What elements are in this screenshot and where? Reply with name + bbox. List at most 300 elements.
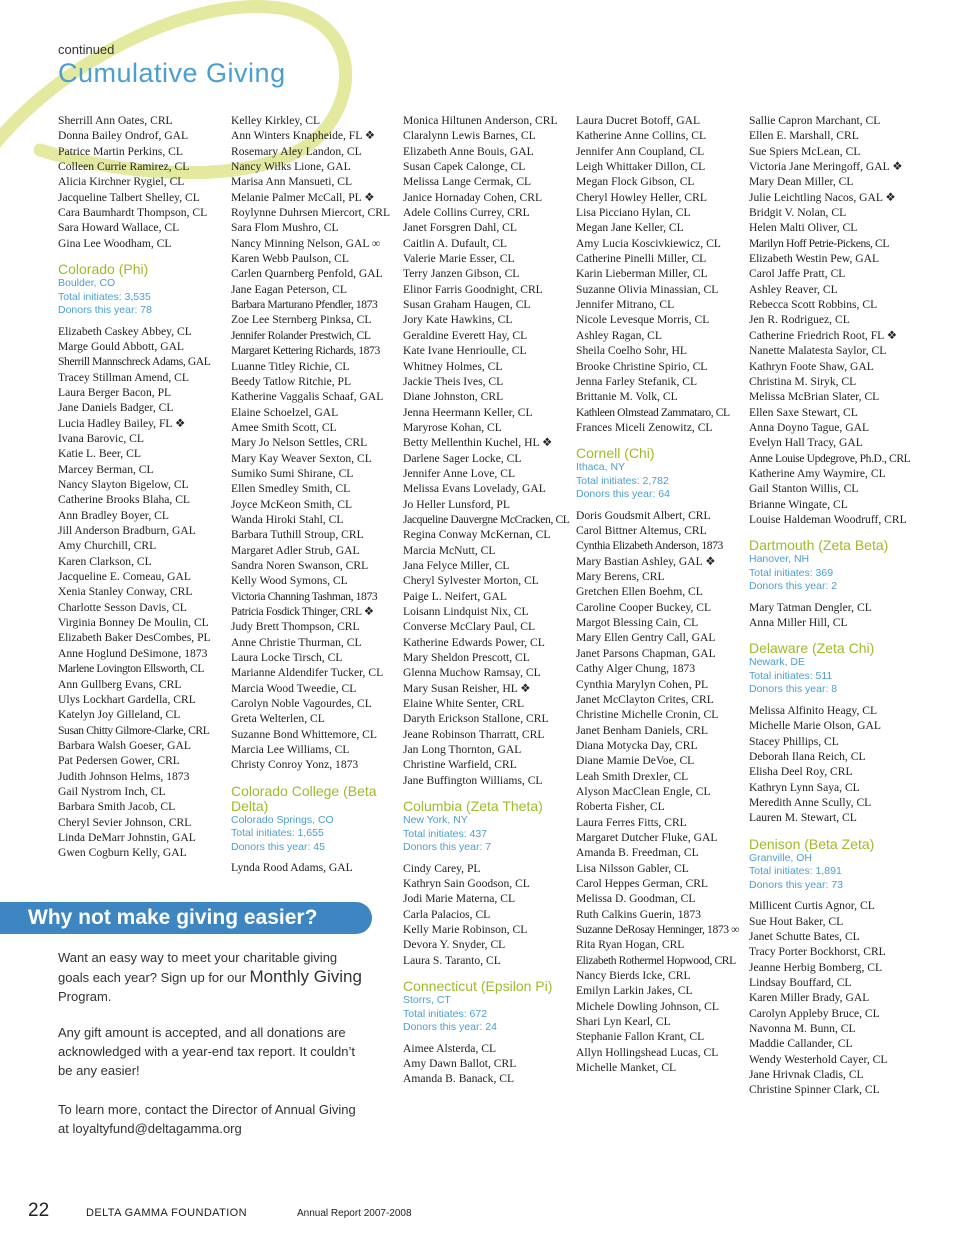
donor-name: Nancy Bierds Icke, CRL xyxy=(576,969,691,983)
donor-name: Jenna Farley Stefanik, CL xyxy=(576,374,698,388)
donor-name: Susan Capek Calonge, CL xyxy=(403,160,526,174)
donor-name: Sue Hout Baker, CL xyxy=(749,914,844,928)
donor-name: Susan Graham Haugen, CL xyxy=(403,298,531,312)
donor-name: Greta Welterlen, CL xyxy=(231,712,325,726)
donor-name: Leigh Whittaker Dillon, CL xyxy=(576,160,706,174)
donor-name: Jill Anderson Bradburn, GAL xyxy=(58,524,196,538)
chapter-name: Colorado (Phi) xyxy=(58,261,149,278)
donor-name: Rosemary Aley Landon, CL xyxy=(231,144,362,158)
donor-name: Catherine Friedrich Root, FL ❖ xyxy=(749,328,898,342)
donor-name: Cindy Carey, PL xyxy=(403,861,481,875)
donor-name: Kelly Wood Symons, CL xyxy=(231,574,348,588)
donor-name: Elizabeth Rothermel Hopwood, CRL xyxy=(576,953,736,967)
donor-name: Wendy Westerhold Cayer, CL xyxy=(749,1052,888,1066)
donor-name: Jane Eagan Peterson, CL xyxy=(231,282,347,296)
chapter-name: Colorado College (Beta Delta) xyxy=(231,782,377,814)
promo-paragraph-2: Any gift amount is accepted, and all donations are acknowledged with a year-end tax report. It couldn’t be any easier! xyxy=(58,1025,356,1078)
donor-name: Valerie Marie Esser, CL xyxy=(403,252,515,266)
donor-name: Ellen E. Marshall, CRL xyxy=(749,129,859,143)
donor-name: Barbara Marturano Pfendler, 1873 xyxy=(231,298,378,312)
chapter-donors: Donors this year: 2 xyxy=(749,580,838,593)
chapter-name: Dartmouth (Zeta Beta) xyxy=(749,537,889,554)
donor-name: Michelle Manket, CL xyxy=(576,1061,677,1075)
chapter-header xyxy=(576,446,748,502)
donor-name: Laura Locke Tirsch, CL xyxy=(231,651,343,665)
donor-name: Amy Lucia Koscivkiewicz, CL xyxy=(576,236,721,250)
donor-name: Ashley Reaver, CL xyxy=(749,282,838,296)
donor-name: Ann Bradley Boyer, CL xyxy=(58,508,169,522)
donor-name: Barbara Walsh Goeser, GAL xyxy=(58,738,191,752)
donor-name: Mary Bastian Ashley, GAL ❖ xyxy=(576,554,716,568)
donor-name: Jo Heller Lunsford, PL xyxy=(403,497,510,511)
donor-name: Marcia Lee Williams, CL xyxy=(231,743,350,757)
donor-name: Kathleen Olmstead Zammataro, CL xyxy=(576,405,730,419)
donor-name: Linda DeMarr Johnstin, GAL xyxy=(58,830,196,844)
donor-name: Elisha Deel Roy, CRL xyxy=(749,765,853,779)
donor-name: Gina Lee Woodham, CL xyxy=(58,236,172,250)
donor-name: Carol Jaffe Pratt, CL xyxy=(749,267,846,281)
donor-name: Laura S. Taranto, CL xyxy=(403,953,501,967)
donor-name: Lindsay Bouffard, CL xyxy=(749,975,852,989)
donor-name: Jennifer Ann Coupland, CL xyxy=(576,144,705,158)
donor-name: Megan Flock Gibson, CL xyxy=(576,175,695,189)
chapter-location: Hanover, NH xyxy=(749,553,810,566)
donor-name: Jana Felyce Miller, CL xyxy=(403,558,510,572)
donor-name: Marilyn Hoff Petrie-Pickens, CL xyxy=(749,236,890,250)
donor-name: Mary Susan Reisher, HL ❖ xyxy=(403,681,531,695)
donor-name: Loisann Lindquist Nix, CL xyxy=(403,605,529,618)
donor-name: Marcey Berman, CL xyxy=(58,462,154,476)
promo-text: Program. xyxy=(58,989,112,1004)
donor-name: Devora Y. Snyder, CL xyxy=(403,938,506,952)
donor-name: Kathryn Foote Shaw, GAL xyxy=(749,359,874,373)
chapter-donors: Donors this year: 7 xyxy=(403,841,492,854)
donor-name: Glenna Muchow Ramsay, CL xyxy=(403,666,541,680)
donor-name: Laura Ferres Fitts, CRL xyxy=(576,815,687,829)
chapter-name: Denison (Beta Zeta) xyxy=(749,835,875,852)
donor-name: Gail Nystrom Inch, CL xyxy=(58,784,166,798)
donor-name: Elizabeth Baker DesCombes, PL xyxy=(58,631,211,645)
donor-name: Megan Jane Keller, CL xyxy=(576,221,684,235)
donor-name: Karen Webb Paulson, CL xyxy=(231,252,349,266)
donor-name: Carla Palacios, CL xyxy=(403,907,491,921)
donor-name: Karen Miller Brady, GAL xyxy=(749,991,870,1005)
donor-name: Victoria Jane Meringoff, GAL ❖ xyxy=(749,160,903,174)
donor-name: Kelly Marie Robinson, CL xyxy=(403,923,528,936)
donor-name: Katherine Vaggalis Schaaf, GAL xyxy=(231,390,384,404)
donor-name: Elizabeth Anne Bouis, GAL xyxy=(403,144,534,158)
donor-name: Elizabeth Caskey Abbey, CL xyxy=(58,324,192,338)
donor-name: Sherrill Ann Oates, CRL xyxy=(58,114,173,127)
chapter-location: Newark, DE xyxy=(749,656,806,669)
donor-name: Jacqueline E. Comeau, GAL xyxy=(58,570,191,584)
donor-name: Aimee Alsterda, CL xyxy=(403,1041,497,1055)
donor-name: Victoria Channing Tashman, 1873 xyxy=(231,589,378,603)
donor-name: Roberta Fisher, CL xyxy=(576,800,665,814)
chapter-location: Colorado Springs, CO xyxy=(231,813,334,826)
chapter-header xyxy=(749,641,921,697)
donor-name: Maddie Callander, CL xyxy=(749,1037,853,1051)
donor-name: Daryth Erickson Stallone, CRL xyxy=(403,712,549,726)
donor-name: Christina M. Siryk, CL xyxy=(749,374,857,388)
donor-name: Mary Tatman Dengler, CL xyxy=(749,600,872,614)
donor-name: Gwen Cogburn Kelly, GAL xyxy=(58,846,187,860)
donor-name: Carol Bittner Altemus, CRL xyxy=(576,524,707,538)
donor-name: Suzanne Olivia Minassian, CL xyxy=(576,282,719,296)
donor-name: Sherrill Mannschreck Adams, GAL xyxy=(58,355,211,369)
donor-name: Marcia McNutt, CL xyxy=(403,543,496,557)
donor-name: Louise Haldeman Woodruff, CRL xyxy=(749,512,907,526)
promo-title: Why not make giving easier? xyxy=(28,906,318,929)
donor-name: Jodi Marie Materna, CL xyxy=(403,892,516,906)
donor-name: Sandra Noren Swanson, CRL xyxy=(231,558,369,572)
donor-name: Anne Christie Thurman, CL xyxy=(231,635,362,649)
donor-name: Rebecca Scott Robbins, CL xyxy=(749,298,878,312)
donor-name: Janet Parsons Chapman, GAL xyxy=(576,646,716,660)
donor-name: Janice Hornaday Cohen, CRL xyxy=(403,190,543,204)
donor-name: Navonna M. Bunn, CL xyxy=(749,1021,856,1035)
donor-name: Helen Malti Oliver, CL xyxy=(749,221,858,235)
chapter-initiates: Total initiates: 369 xyxy=(749,566,834,579)
donor-name: Jackie Theis Ives, CL xyxy=(403,374,504,388)
donor-name: Melissa Evans Lovelady, GAL xyxy=(403,482,546,496)
continued-label: continued xyxy=(58,42,115,57)
donor-name: Gail Stanton Willis, CL xyxy=(749,482,859,496)
donor-name: Nicole Levesque Morris, CL xyxy=(576,313,710,327)
donor-name: Michelle Marie Olson, GAL xyxy=(749,719,882,733)
donor-name: Margaret Adler Strub, GAL xyxy=(231,543,360,557)
donor-name: Monica Hiltunen Anderson, CRL xyxy=(403,114,558,127)
donor-name: Katherine Amy Waymire, CL xyxy=(749,466,886,480)
donor-name: Beedy Tatlow Ritchie, PL xyxy=(231,374,352,388)
donor-name: Caroline Cooper Buckey, CL xyxy=(576,600,712,614)
donor-name: Roylynne Duhrsen Miercort, CRL xyxy=(231,206,391,220)
donor-name: Carolyn Noble Vagourdes, CL xyxy=(231,697,372,711)
donor-name: Alyson MacClean Engle, CL xyxy=(576,784,711,798)
donor-name: Susan Chitty Gilmore-Clarke, CRL xyxy=(58,723,210,737)
donor-name: Brooke Christine Spirio, CL xyxy=(576,359,708,373)
monthly-giving-highlight: Monthly Giving xyxy=(249,967,362,986)
donor-name: Sara Flom Mushro, CL xyxy=(231,221,339,235)
donor-name: Margaret Dutcher Fluke, GAL xyxy=(576,830,718,844)
donor-name: Catherine Brooks Blaha, CL xyxy=(58,493,191,507)
donor-name: Sheila Coelho Sohr, HL xyxy=(576,344,687,358)
donor-name: Mary Kay Weaver Sexton, CL xyxy=(231,451,372,465)
donor-name: Sue Spiers McLean, CL xyxy=(749,144,861,158)
donor-name: Cheryl Howley Heller, CRL xyxy=(576,190,707,204)
donor-name: Marlene Lovington Ellsworth, CL xyxy=(58,662,205,676)
donor-name: Anne Louise Updegrove, Ph.D., CRL xyxy=(749,451,911,465)
donor-name: Caitlin A. Dufault, CL xyxy=(403,236,508,250)
donor-name: Stephanie Fallon Krant, CL xyxy=(576,1030,705,1044)
chapter-name: Connecticut (Epsilon Pi) xyxy=(403,978,553,995)
chapter-location: Boulder, CO xyxy=(58,277,116,290)
donor-name: Sumiko Sumi Shirane, CL xyxy=(231,466,354,480)
donor-name: Cheryl Sevier Johnson, CRL xyxy=(58,815,192,829)
donor-name: Marianne Aldendifer Tucker, CL xyxy=(231,666,384,680)
footer-organization: DELTA GAMMA FOUNDATION xyxy=(86,1207,247,1219)
donor-name: Diana Motycka Day, CRL xyxy=(576,738,698,752)
chapter-initiates: Total initiates: 437 xyxy=(403,827,488,840)
donor-name: Tracy Porter Bockhorst, CRL xyxy=(749,945,886,959)
donor-name: Patrice Martin Perkins, CL xyxy=(58,144,183,158)
donor-name: Zoe Lee Sternberg Pinksa, CL xyxy=(231,313,372,327)
donor-name: Mary Berens, CRL xyxy=(576,570,665,584)
donor-name: Xenia Stanley Conway, CRL xyxy=(58,585,193,599)
donor-name: Anna Doyno Tague, GAL xyxy=(749,420,870,434)
donor-name: Laura Ducret Botoff, GAL xyxy=(576,114,701,127)
promo-paragraph-3: To learn more, contact the Director of Annual Giving at loyaltyfund@deltagamma.org xyxy=(58,1102,356,1136)
donor-name: Adele Collins Currey, CRL xyxy=(403,206,530,220)
donor-name: Kate Ivane Henrioulle, CL xyxy=(403,344,527,358)
donor-name: Ashley Ragan, CL xyxy=(576,328,662,342)
donor-name: Laura Berger Bacon, PL xyxy=(58,385,172,399)
donor-name: Virginia Bonney De Moulin, CL xyxy=(58,616,209,630)
donor-name: Jennifer Anne Love, CL xyxy=(403,466,516,480)
donor-name: Cara Baumhardt Thompson, CL xyxy=(58,206,208,220)
donor-name: Amanda B. Freedman, CL xyxy=(576,846,699,860)
donor-name: Karin Lieberman Miller, CL xyxy=(576,267,708,281)
promo-text: Want an easy way to meet your charitable giving goals each year? Sign up for our xyxy=(58,950,338,985)
donor-name: Anna Miller Hill, CL xyxy=(749,616,848,630)
chapter-initiates: Total initiates: 2,782 xyxy=(576,474,669,487)
donor-name: Jeanne Herbig Bomberg, CL xyxy=(749,960,883,974)
donor-name: Elinor Farris Goodnight, CRL xyxy=(403,282,543,296)
donor-name: Carol Heppes German, CRL xyxy=(576,876,709,890)
donor-name: Ruth Calkins Guerin, 1873 xyxy=(576,907,701,921)
footer-report-title: Annual Report 2007-2008 xyxy=(297,1208,412,1219)
donor-name: Lisa Nilsson Gabler, CL xyxy=(576,861,689,875)
chapter-donors: Donors this year: 8 xyxy=(749,683,838,696)
chapter-donors: Donors this year: 64 xyxy=(576,488,670,501)
chapter-location: Granville, OH xyxy=(749,851,813,864)
chapter-name: Columbia (Zeta Theta) xyxy=(403,798,543,815)
donor-name: Ivana Barovic, CL xyxy=(58,432,144,445)
donor-name: Millicent Curtis Agnor, CL xyxy=(749,899,875,913)
donor-name: Ulys Lockhart Gardella, CRL xyxy=(58,692,196,706)
donor-name: Whitney Holmes, CL xyxy=(403,359,503,373)
chapter-header xyxy=(403,799,575,855)
donor-name: Tracey Stillman Amend, CL xyxy=(58,370,189,384)
donor-name: Wanda Hiroki Stahl, CL xyxy=(231,512,344,526)
donor-name: Kathryn Lynn Saya, CL xyxy=(749,780,860,794)
donor-name: Amanda B. Banack, CL xyxy=(403,1072,515,1086)
donor-name: Bridgit V. Nolan, CL xyxy=(749,206,847,220)
donor-name: Michele Dowling Johnson, CL xyxy=(576,999,719,1013)
donor-name: Carlen Quarnberg Penfold, GAL xyxy=(231,267,383,281)
donor-name: Cathy Alger Chung, 1873 xyxy=(576,662,696,676)
donor-name: Deborah Ilana Reich, CL xyxy=(749,750,866,763)
chapter-donors: Donors this year: 45 xyxy=(231,840,325,853)
donor-name: Janet Forsgren Dahl, CL xyxy=(403,221,517,235)
donor-name: Luanne Titley Richie, CL xyxy=(231,359,350,373)
donor-name: Barbara Tuthill Stroup, CRL xyxy=(231,528,364,542)
donor-name: Maryrose Kohan, CL xyxy=(403,420,502,434)
donor-name: Frances Miceli Zenowitz, CL xyxy=(576,420,713,434)
donor-name: Christy Conroy Yonz, 1873 xyxy=(231,758,359,772)
donor-name: Amee Smith Scott, CL xyxy=(231,420,337,434)
donor-name: Betty Mellenthin Kuchel, HL ❖ xyxy=(403,436,553,450)
donor-name: Ann Winters Knapheide, FL ❖ xyxy=(231,129,376,143)
donor-name: Mary Ellen Gentry Call, GAL xyxy=(576,631,716,645)
donor-column-3 xyxy=(403,113,575,1087)
donor-name: Terry Janzen Gibson, CL xyxy=(403,267,520,281)
donor-name: Jenna Heermann Keller, CL xyxy=(403,405,533,419)
donor-name: Judy Brett Thompson, CRL xyxy=(231,620,360,634)
donor-name: Cynthia Marylyn Cohen, PL xyxy=(576,677,709,691)
donor-name: Allyn Hollingshead Lucas, CL xyxy=(576,1045,719,1059)
donor-name: Jan Long Thornton, GAL xyxy=(403,743,522,757)
donor-name: Diane Mamie DeVoe, CL xyxy=(576,754,695,768)
donor-name: Kelley Kirkley, CL xyxy=(231,114,321,127)
donor-name: Jennifer Rolander Prestwich, CL xyxy=(231,328,371,342)
donor-name: Marisa Ann Mansueti, CL xyxy=(231,175,353,189)
donor-name: Amy Churchill, CRL xyxy=(58,539,157,553)
donor-name: Katie L. Beer, CL xyxy=(58,447,141,461)
donor-name: Judith Johnson Helms, 1873 xyxy=(58,769,190,783)
donor-name: Catherine Pinelli Miller, CL xyxy=(576,252,707,266)
donor-name: Ann Gullberg Evans, CRL xyxy=(58,677,182,691)
donor-name: Sallie Capron Marchant, CL xyxy=(749,114,881,127)
donor-name: Joyce McKeon Smith, CL xyxy=(231,497,353,511)
chapter-initiates: Total initiates: 1,891 xyxy=(749,865,842,878)
chapter-header xyxy=(403,979,575,1035)
donor-name: Stacey Phillips, CL xyxy=(749,734,839,748)
donor-name: Donna Bailey Ondrof, GAL xyxy=(58,129,189,143)
donor-name: Colleen Currie Ramirez, CL xyxy=(58,160,190,174)
donor-name: Jane Buffington Williams, CL xyxy=(403,773,543,787)
chapter-location: New York, NY xyxy=(403,814,468,827)
donor-name: Jory Kate Hawkins, CL xyxy=(403,313,513,327)
donor-name: Katherine Anne Collins, CL xyxy=(576,129,707,143)
donor-name: Jennifer Mitrano, CL xyxy=(576,298,675,312)
donor-name: Brittanie M. Volk, CL xyxy=(576,390,678,404)
donor-name: Darlene Sager Locke, CL xyxy=(403,451,522,465)
donor-name: Patricia Fosdick Thinger, CRL ❖ xyxy=(231,605,374,618)
donor-name: Lauren M. Stewart, CL xyxy=(749,811,857,825)
donor-name: Margaret Kettering Richards, 1873 xyxy=(231,344,380,358)
page-number: 22 xyxy=(28,1200,50,1221)
donor-name: Diane Johnston, CRL xyxy=(403,390,504,404)
chapter-header xyxy=(749,538,921,594)
donor-name: Suzanne DeRosay Henninger, 1873 ∞ xyxy=(576,923,739,936)
donor-name: Lisa Picciano Hylan, CL xyxy=(576,206,691,220)
chapter-initiates: Total initiates: 1,655 xyxy=(231,827,324,840)
donor-name: Ellen Smedley Smith, CL xyxy=(231,482,351,496)
donor-name: Meredith Anne Scully, CL xyxy=(749,796,872,810)
donor-name: Rita Ryan Hogan, CRL xyxy=(576,938,685,952)
donor-name: Melissa D. Goodman, CL xyxy=(576,892,696,906)
donor-name: Charlotte Sesson Davis, CL xyxy=(58,600,187,614)
donor-name: Janet Schutte Bates, CL xyxy=(749,929,860,943)
donor-name: Doris Goudsmit Albert, CRL xyxy=(576,508,711,522)
donor-name: Elizabeth Westin Pew, GAL xyxy=(749,252,880,266)
donor-name: Nancy Minning Nelson, GAL ∞ xyxy=(231,236,381,250)
donor-name: Kathryn Sain Goodson, CL xyxy=(403,876,530,890)
page-title: Cumulative Giving xyxy=(58,58,286,88)
donor-name: Barbara Smith Jacob, CL xyxy=(58,800,176,814)
donor-name: Melanie Palmer McCall, PL ❖ xyxy=(231,190,375,204)
donor-column-5 xyxy=(749,113,921,1098)
chapter-name: Cornell (Chi) xyxy=(576,445,655,462)
donor-name: Mary Jo Nelson Settles, CRL xyxy=(231,436,368,450)
promo-paragraph-1 xyxy=(58,948,368,1006)
donor-column-1 xyxy=(58,113,230,861)
chapter-header xyxy=(58,262,230,318)
donor-name: Alicia Kirchner Rygiel, CL xyxy=(58,175,185,189)
donor-name: Margot Blessing Cain, CL xyxy=(576,616,699,630)
chapter-initiates: Total initiates: 3,535 xyxy=(58,290,151,303)
donor-name: Cheryl Sylvester Morton, CL xyxy=(403,574,539,588)
donor-name: Christine Warfield, CRL xyxy=(403,758,517,772)
chapter-donors: Donors this year: 24 xyxy=(403,1021,497,1034)
donor-name: Paige L. Neifert, GAL xyxy=(403,589,507,603)
donor-name: Leah Smith Drexler, CL xyxy=(576,769,689,783)
donor-name: Mary Dean Miller, CL xyxy=(749,175,854,189)
donor-name: Marcia Wood Tweedie, CL xyxy=(231,681,357,695)
donor-name: Julie Leichtling Nacos, GAL ❖ xyxy=(749,190,896,204)
donor-name: Jane Daniels Badger, CL xyxy=(58,401,174,415)
chapter-donors: Donors this year: 78 xyxy=(58,304,152,317)
donor-name: Nancy Wilks Lione, GAL xyxy=(231,160,351,174)
donor-name: Elaine White Senter, CRL xyxy=(403,697,525,711)
donor-name: Emilyn Larkin Jakes, CL xyxy=(576,984,693,998)
donor-name: Mary Sheldon Prescott, CL xyxy=(403,651,530,665)
donor-name: Jacqueline Talbert Shelley, CL xyxy=(58,190,200,204)
donor-name: Brianne Wingate, CL xyxy=(749,497,848,511)
donor-name: Jane Hrivnak Cladis, CL xyxy=(749,1068,864,1081)
donor-name: Carolyn Appleby Bruce, CL xyxy=(749,1006,880,1020)
donor-name: Christine Spinner Clark, CL xyxy=(749,1083,880,1097)
chapter-initiates: Total initiates: 511 xyxy=(749,669,833,682)
donor-name: Marge Gould Abbott, GAL xyxy=(58,339,185,353)
donor-column-4 xyxy=(576,113,748,1075)
chapter-header xyxy=(749,837,921,893)
donor-name: Melissa McBrian Slater, CL xyxy=(749,390,880,404)
donor-name: Melissa Alfinito Heagy, CL xyxy=(749,703,878,717)
donor-name: Janet McClayton Crites, CRL xyxy=(576,692,714,706)
donor-name: Katherine Edwards Power, CL xyxy=(403,635,545,649)
donor-name: Janet Benham Daniels, CRL xyxy=(576,723,709,737)
donor-name: Elaine Schoelzel, GAL xyxy=(231,405,339,419)
donor-name: Gretchen Ellen Boehm, CL xyxy=(576,585,703,599)
donor-name: Jacqueline Dauvergne McCracken, CL xyxy=(403,512,570,526)
donor-name: Melissa Lange Cermak, CL xyxy=(403,175,532,189)
donor-name: Karen Clarkson, CL xyxy=(58,554,152,568)
donor-name: Evelyn Hall Tracy, GAL xyxy=(749,436,863,450)
donor-name: Lynda Rood Adams, GAL xyxy=(231,861,353,875)
chapter-donors: Donors this year: 73 xyxy=(749,878,843,891)
donor-name: Amy Dawn Ballot, CRL xyxy=(403,1056,517,1070)
donor-name: Pat Pedersen Gower, CRL xyxy=(58,754,180,768)
chapter-location: Storrs, CT xyxy=(403,994,451,1007)
donor-name: Converse McClary Paul, CL xyxy=(403,620,536,634)
donor-name: Katelyn Joy Gilleland, CL xyxy=(58,708,181,722)
donor-name: Anne Hoglund DeSimone, 1873 xyxy=(58,646,208,660)
donor-name: Geraldine Everett Hay, CL xyxy=(403,328,528,342)
donor-name: Suzanne Bond Whittemore, CL xyxy=(231,727,377,741)
donor-name: Sara Howard Wallace, CL xyxy=(58,221,180,235)
donor-column-2 xyxy=(231,113,403,876)
donor-name: Cynthia Elizabeth Anderson, 1873 xyxy=(576,539,723,553)
donor-name: Jeane Robinson Tharratt, CRL xyxy=(403,727,545,741)
donor-name: Nanette Malatesta Saylor, CL xyxy=(749,344,887,358)
donor-name: Nancy Slayton Bigelow, CL xyxy=(58,478,189,492)
chapter-name: Delaware (Zeta Chi) xyxy=(749,640,875,657)
chapter-initiates: Total initiates: 672 xyxy=(403,1007,488,1020)
donor-name: Jen R. Rodriguez, CL xyxy=(749,313,850,327)
donor-name: Claralynn Lewis Barnes, CL xyxy=(403,129,536,143)
